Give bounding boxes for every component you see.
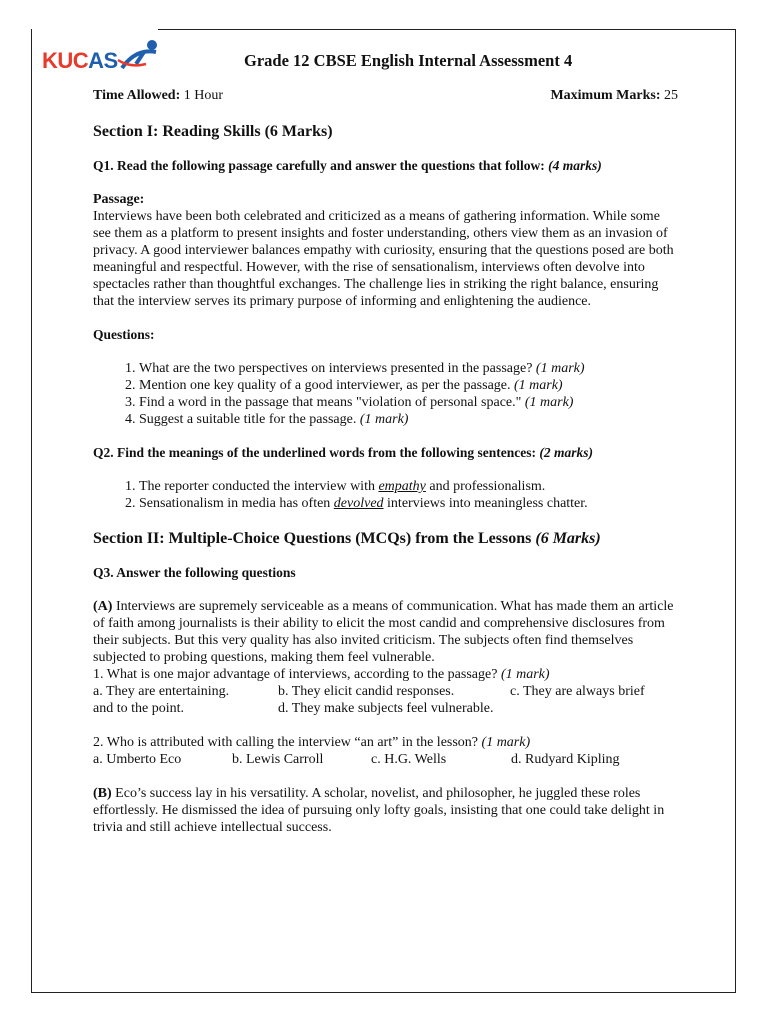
logo-figure-icon [116,38,162,72]
page-border-top [158,29,736,30]
question-a2: 2. Who is attributed with calling the interview “an art” in the lesson? (1 mark) [93,735,531,750]
document-title: Grade 12 CBSE English Internal Assessment 4 [244,51,573,70]
underlined-word: devolved [333,496,384,511]
option-a: a. They are entertaining. [93,684,230,699]
question-a1: 1. What is one major advantage of interviews, according to the passage? (1 mark) [93,667,550,682]
option-c-cont: and to the point. [93,701,184,716]
q3-heading: Q3. Answer the following questions [93,565,296,580]
meta-row [93,87,678,104]
list-item: 3. Find a word in the passage that means "violation of personal space." (1 mark) [139,394,678,411]
time-allowed: Time Allowed: 1 Hour [93,88,224,103]
list-item: 1. What are the two perspectives on interviews presented in the passage? (1 mark) [139,360,678,377]
passage-b: (B) Eco’s success lay in his versatility. A scholar, novelist, and philosopher, he juggled these roles effortlessly. He dismissed the idea of pursuing only lofty goals, insisting that one could take delight in trivia and still achieve intellectual success. [93,786,665,835]
option-c: c. They are always brief [510,684,645,699]
option-c: c. H.G. Wells [371,752,447,767]
underlined-word: empathy [378,479,426,494]
kucas-logo [40,38,162,74]
maximum-marks: Maximum Marks: 25 [550,88,678,103]
passage [93,191,678,310]
q1-heading: Q1. Read the following passage carefully and answer the questions that follow: (4 marks) [93,158,602,173]
question-a1-options [93,683,678,700]
option-b: b. They elicit candid responses. [278,684,455,699]
passage-a: (A) Interviews are supremely serviceable as a means of communication. What has made them an article of faith among journalists is their ability to elicit the most candid and comprehensive disclosures from their subjects. But this very quality has also invited criticism. The subjects often find themselves subjected to probing questions, making them feel vulnerable. [93,599,674,665]
passage-text: Interviews have been both celebrated and criticized as a means of gathering information. While some see them as a platform to present insights and foster understanding, others view them as an invasion of privacy. A good interviewer balances empathy with curiosity, ensuring that the questions posed are both meaningful and respectful. However, with the rise of sensationalism, interviews often devolve into spectacles rather than thoughtful exchanges. The challenge lies in striking the right balance, ensuring that the interview serves its primary purpose of informing and enlightening the audience. [93,209,674,309]
list-item: 1. The reporter conducted the interview with empathy and professionalism. [139,478,678,495]
list-item: 2. Sensationalism in media has often devolved interviews into meaningless chatter. [139,495,678,512]
question-a2-options [93,751,678,768]
q2-sentence-list [93,478,678,512]
section-1-heading: Section I: Reading Skills (6 Marks) [93,123,333,140]
list-item: 4. Suggest a suitable title for the passage. (1 mark) [139,411,678,428]
document-body [93,87,678,836]
list-item: 2. Mention one key quality of a good interviewer, as per the passage. (1 mark) [139,377,678,394]
option-d: d. They make subjects feel vulnerable. [278,701,494,716]
option-a: a. Umberto Eco [93,752,182,767]
option-d: d. Rudyard Kipling [511,752,620,767]
q1-question-list [93,360,678,428]
logo-wordmark: KUCAS [42,48,118,73]
section-2-heading: Section II: Multiple-Choice Questions (MCQs) from the Lessons (6 Marks) [93,530,601,547]
q2-heading: Q2. Find the meanings of the underlined words from the following sentences: (2 marks) [93,445,594,460]
question-a1-options-cont [93,700,678,717]
passage-label: Passage: [93,192,145,207]
questions-label: Questions: [93,327,155,342]
option-b: b. Lewis Carroll [232,752,324,767]
